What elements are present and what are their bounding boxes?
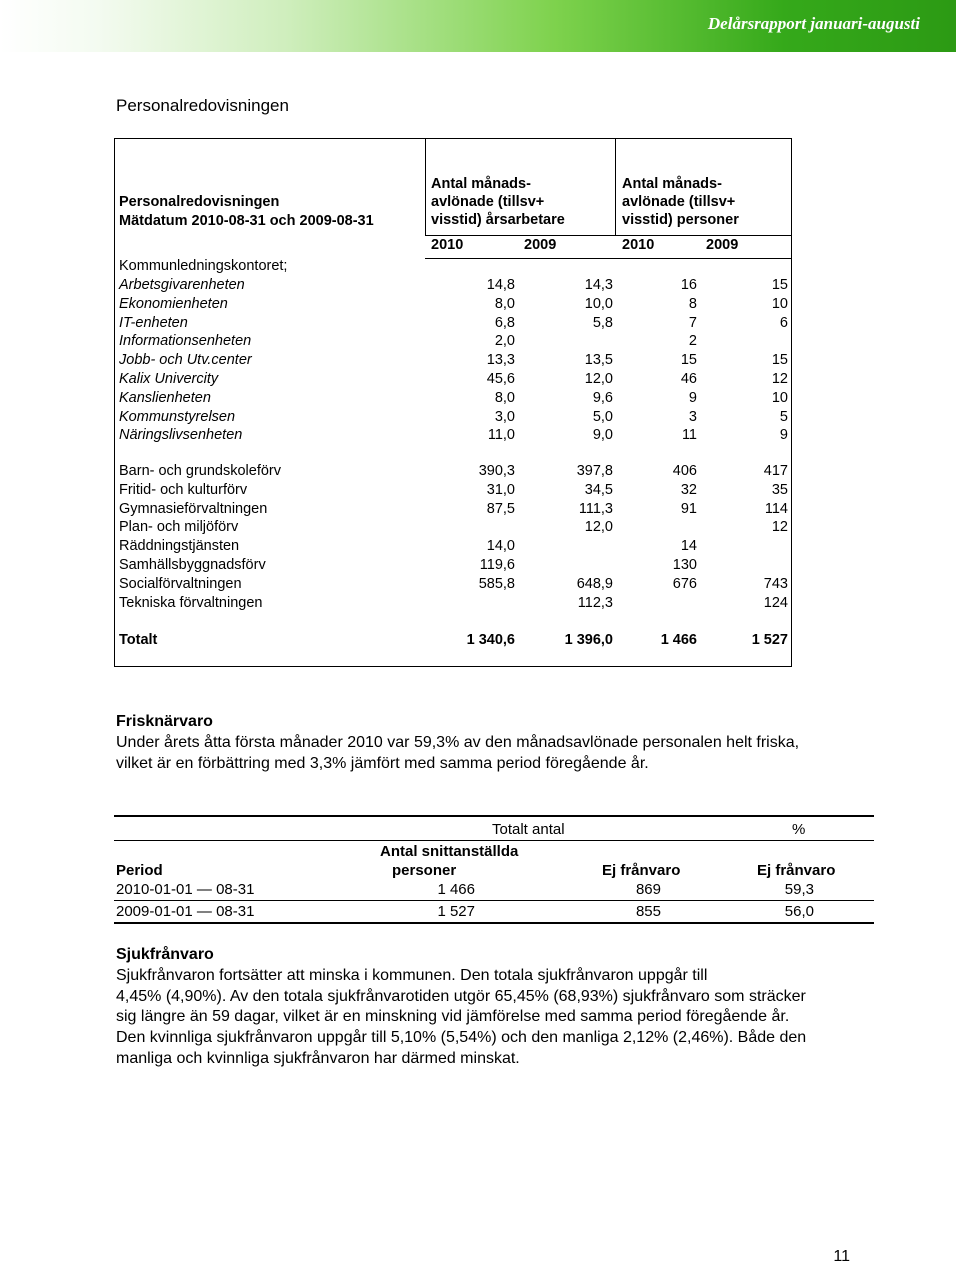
row-value: 12 xyxy=(771,371,788,387)
frisknarvaro-text: Under årets åtta första månader 2010 var 59,3% av den månadsavlönade personalen helt friska, vilket är en förbättring med 3,3% jämfört med samma period föregående år. xyxy=(116,734,800,772)
table-divider-1 xyxy=(425,138,426,235)
row-value: 5,0 xyxy=(592,408,613,425)
row-value: 14,8 xyxy=(486,277,515,293)
table2-period-header: Period xyxy=(116,862,163,879)
row-value: 417 xyxy=(763,463,788,479)
row-value: 14,3 xyxy=(584,277,613,293)
row-value: 15 xyxy=(771,352,788,369)
year-col2: 2009 xyxy=(524,237,557,253)
row-value: 1 340,6 xyxy=(466,632,515,648)
row-value: 15 xyxy=(771,277,788,293)
row-value: 676 xyxy=(672,575,697,592)
row-value: 14 xyxy=(680,538,697,555)
row-value: 1 396,0 xyxy=(564,632,613,648)
row-label: IT-enheten xyxy=(119,314,188,331)
row-label: Kanslienheten xyxy=(119,389,211,406)
row-value: 3,0 xyxy=(494,408,515,425)
row-value: 6,8 xyxy=(494,314,515,331)
table2-row1-period: 2010-01-01 — 08-31 xyxy=(116,881,255,898)
table2-row1-antal: 1 466 xyxy=(437,881,475,898)
sjukfranvaro-text: Sjukfrånvaron fortsätter att minska i kommunen. Den totala sjukfrånvaron uppgår till 4,45% (4,90%). Av den totala sjukfrånvarotiden utgör 65,45% (68,93%) sjukfrånvaro som sträcker sig längre än 59 dagar, vilket är en minskning vid jämförelse med samma period föregående år. Den kvinnliga sjukfrånvaron uppgår till 5,10% (5,54%) och den manliga 2,12% (2,46%). Både den manliga och kvinnliga sjukfrånvaron har därmed minskat. xyxy=(116,967,807,1067)
sjukfranvaro-heading: Sjukfrånvaro xyxy=(116,946,214,963)
row-label: Tekniska förvaltningen xyxy=(119,594,263,611)
row-value: 46 xyxy=(680,371,697,387)
group1-header: Antal månads- avlönade (tillsv+ visstid) årsarbetare xyxy=(431,176,565,228)
row-value: 11 xyxy=(681,427,697,444)
row-value: 10 xyxy=(771,389,788,406)
row-value: 397,8 xyxy=(576,463,613,479)
row-label: Arbetsgivarenheten xyxy=(119,277,245,293)
row-value: 648,9 xyxy=(576,575,613,592)
row-value: 130 xyxy=(672,557,697,573)
row-value: 5 xyxy=(779,408,788,425)
row-value: 406 xyxy=(672,463,697,479)
table2-row2-pct: 56,0 xyxy=(784,903,814,920)
row-label: Plan- och miljöförv xyxy=(119,519,239,536)
header-banner xyxy=(0,0,956,52)
report-title: Delårsrapport januari-augusti xyxy=(707,14,920,33)
row-label: Samhällsbyggnadsförv xyxy=(119,557,266,573)
row-value: 13,3 xyxy=(486,352,515,369)
row-value: 9,6 xyxy=(592,389,613,406)
year-col1: 2010 xyxy=(431,237,464,253)
page-number: 11 xyxy=(833,1248,850,1265)
row-value: 114 xyxy=(764,500,788,517)
group2-header: Antal månads- avlönade (tillsv+ visstid) personer xyxy=(622,176,739,228)
row-value: 2,0 xyxy=(494,333,515,350)
frisknarvaro-heading: Frisknärvaro xyxy=(116,713,213,730)
row-value: 390,3 xyxy=(478,463,515,479)
row-value: 7 xyxy=(688,314,697,331)
row-label: Fritid- och kulturförv xyxy=(119,481,248,498)
row-value: 11,0 xyxy=(487,427,515,444)
table2-row2-ej: 855 xyxy=(635,903,661,920)
row-value: 14,0 xyxy=(486,538,515,555)
row-value: 8 xyxy=(688,295,697,312)
header-rule xyxy=(425,235,792,236)
row-value: 34,5 xyxy=(584,481,613,498)
table2-pct-header: % xyxy=(792,821,806,838)
row-value: 111,3 xyxy=(578,500,613,517)
row-value: 5,8 xyxy=(592,314,613,331)
table2-row1-ej: 869 xyxy=(635,881,661,898)
row-value: 8,0 xyxy=(494,389,515,406)
table2-row2-period: 2009-01-01 — 08-31 xyxy=(116,903,255,920)
table2-row1-pct: 59,3 xyxy=(784,881,814,898)
year-col4: 2009 xyxy=(706,237,739,253)
row-label: Socialförvaltningen xyxy=(119,575,242,592)
row-value: 112,3 xyxy=(577,594,613,611)
row-label: Räddningstjänsten xyxy=(119,538,240,555)
year-col3: 2010 xyxy=(622,237,655,253)
year-rule xyxy=(425,258,792,259)
row-value: 45,6 xyxy=(486,371,515,387)
row-label: Kalix Univercity xyxy=(119,371,219,387)
row-label: Barn- och grundskoleförv xyxy=(119,463,281,479)
row-label: Ekonomienheten xyxy=(119,295,228,312)
row-label: Informationsenheten xyxy=(119,333,252,350)
row-value: 35 xyxy=(771,481,788,498)
row-value: 1 466 xyxy=(660,632,697,648)
table2-top-rule xyxy=(114,815,874,817)
row-value: 91 xyxy=(680,500,697,517)
row-value: 12,0 xyxy=(584,371,613,387)
row-value: 10,0 xyxy=(584,295,613,312)
table2-ej-header-2: Ej frånvaro xyxy=(757,862,836,879)
row-value: 1 527 xyxy=(751,632,788,648)
table2-ej-header-1: Ej frånvaro xyxy=(602,862,681,879)
row-value: 9 xyxy=(688,389,697,406)
row-value: 585,8 xyxy=(478,575,515,592)
row-value: 32 xyxy=(680,481,697,498)
row-value: 8,0 xyxy=(494,295,515,312)
table-divider-2 xyxy=(615,138,616,235)
row-value: 10 xyxy=(771,295,788,312)
row-value: 87,5 xyxy=(486,500,515,517)
table2-antal-header: Antal snittanställda xyxy=(380,843,519,860)
table-subtitle: Mätdatum 2010-08-31 och 2009-08-31 xyxy=(119,213,374,229)
row-value: 3 xyxy=(688,408,697,425)
table2-bottom-rule xyxy=(114,922,874,924)
table2-row-rule xyxy=(114,900,874,901)
row-label: Näringslivsenheten xyxy=(119,427,243,444)
table2-total-header: Totalt antal xyxy=(492,821,565,838)
row-value: 31,0 xyxy=(486,481,515,498)
row-value: 13,5 xyxy=(584,352,613,369)
row-label: Totalt xyxy=(119,632,158,648)
row-value: 12,0 xyxy=(584,519,613,536)
row-value: 119,6 xyxy=(479,557,515,573)
row-value: 15 xyxy=(680,352,697,369)
table2-antal-header-2: personer xyxy=(392,862,457,879)
section1-label: Kommunledningskontoret; xyxy=(119,258,288,274)
row-label: Kommunstyrelsen xyxy=(119,408,236,425)
row-value: 743 xyxy=(763,575,788,592)
row-value: 9,0 xyxy=(592,427,613,444)
page-title: Personalredovisningen xyxy=(116,96,289,115)
row-value: 9 xyxy=(779,427,788,444)
table2-header-rule xyxy=(114,840,874,841)
row-value: 2 xyxy=(688,333,697,350)
row-value: 12 xyxy=(771,519,788,536)
row-label: Jobb- och Utv.center xyxy=(119,352,252,369)
row-label: Gymnasieförvaltningen xyxy=(119,500,268,517)
table2-row2-antal: 1 527 xyxy=(437,903,475,920)
row-value: 16 xyxy=(680,277,697,293)
table-title: Personalredovisningen xyxy=(119,194,280,210)
row-value: 124 xyxy=(763,594,788,611)
row-value: 6 xyxy=(779,314,788,331)
